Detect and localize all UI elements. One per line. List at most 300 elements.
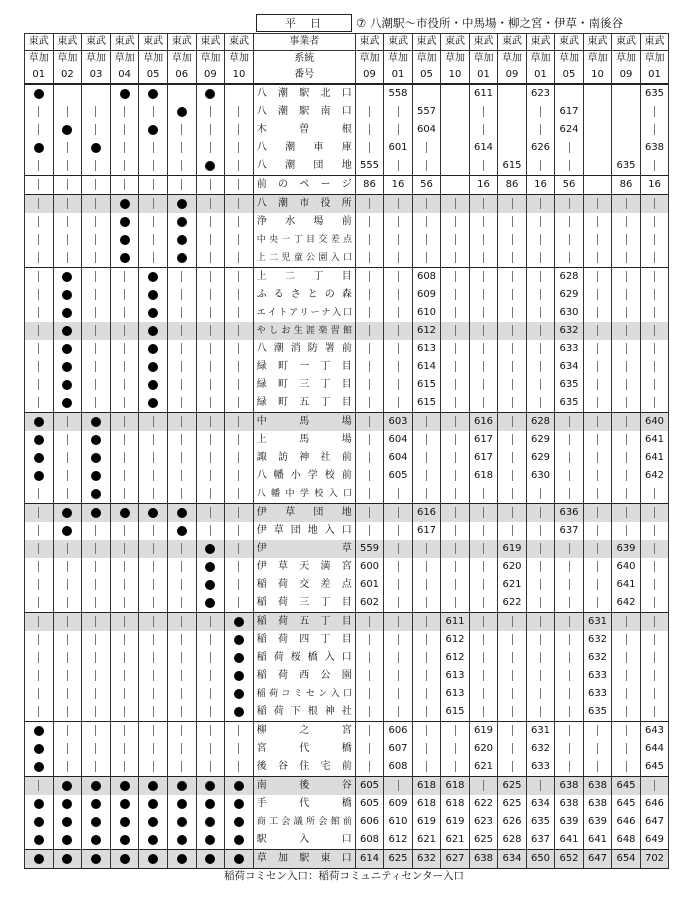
departure-time: 559 (355, 540, 384, 558)
line-icon (426, 252, 427, 263)
line-icon (483, 688, 484, 699)
pass-line-icon (355, 340, 384, 358)
line-icon (38, 160, 39, 171)
line-icon (153, 597, 154, 608)
departure-time: 605 (355, 777, 384, 796)
dot-icon (177, 217, 187, 227)
line-icon (455, 470, 456, 481)
pass-line-icon (225, 594, 254, 613)
pass-line-icon (82, 649, 111, 667)
pass-line-icon (25, 594, 54, 613)
stop-dot-icon (53, 504, 82, 523)
line-icon (512, 652, 513, 663)
line-icon (626, 307, 627, 318)
pass-line-icon (612, 431, 641, 449)
stop-name: 稲荷五丁目 (253, 613, 355, 632)
pass-line-icon (196, 394, 225, 413)
departure-time: 615 (498, 157, 527, 176)
pass-line-icon (583, 358, 612, 376)
line-icon (67, 198, 68, 209)
line-icon (626, 470, 627, 481)
line-icon (455, 289, 456, 300)
line-icon (67, 597, 68, 608)
pass-line-icon (196, 322, 225, 340)
line-icon (210, 670, 211, 681)
pass-line-icon (53, 667, 82, 685)
departure-time: 605 (355, 795, 384, 813)
pass-line-icon (82, 268, 111, 287)
line-icon (626, 616, 627, 627)
dot-icon (62, 308, 72, 318)
pass-line-icon (498, 286, 527, 304)
pass-line-icon (139, 249, 168, 268)
dot-icon (205, 89, 215, 99)
pass-line-icon (498, 685, 527, 703)
line-icon (512, 434, 513, 445)
line-icon (626, 725, 627, 736)
pass-line-icon (441, 304, 470, 322)
line-icon (483, 579, 484, 590)
line-icon (38, 652, 39, 663)
table-row (25, 576, 669, 594)
dot-icon (34, 762, 44, 772)
departure-time: 612 (441, 649, 470, 667)
column-operator: 東武 (441, 34, 470, 51)
stop-name: 稲荷交差点 (253, 576, 355, 594)
pass-line-icon (139, 558, 168, 576)
pass-line-icon (498, 722, 527, 741)
line-icon (181, 543, 182, 554)
line-icon (181, 343, 182, 354)
pass-line-icon (82, 558, 111, 576)
pass-line-icon (196, 431, 225, 449)
departure-time: 605 (384, 467, 413, 485)
pass-line-icon (498, 740, 527, 758)
column-route: 草加 (498, 51, 527, 68)
pass-line-icon (384, 304, 413, 322)
pass-line-icon (441, 358, 470, 376)
line-icon (597, 579, 598, 590)
pass-line-icon (469, 631, 498, 649)
line-icon (540, 252, 541, 263)
pass-line-icon (384, 322, 413, 340)
departure-time: 615 (412, 394, 441, 413)
pass-line-icon (469, 522, 498, 540)
line-icon (210, 307, 211, 318)
pass-line-icon (110, 286, 139, 304)
line-icon (124, 706, 125, 717)
dot-icon (234, 707, 244, 717)
line-icon (426, 198, 427, 209)
pass-line-icon (110, 157, 139, 176)
column-route: 草加 (384, 51, 413, 68)
departure-time: 611 (441, 613, 470, 632)
pass-line-icon (139, 467, 168, 485)
dot-icon (34, 817, 44, 827)
line-icon (67, 634, 68, 645)
stop-name: 緑町一丁目 (253, 358, 355, 376)
pass-line-icon (612, 340, 641, 358)
dot-icon (120, 835, 130, 845)
line-icon (654, 488, 655, 499)
stop-dot-icon (110, 850, 139, 869)
departure-time: 645 (612, 777, 641, 796)
line-icon (210, 124, 211, 135)
pass-line-icon (498, 195, 527, 214)
stop-name: 八幡小学校前 (253, 467, 355, 485)
line-icon (626, 452, 627, 463)
pass-line-icon (612, 358, 641, 376)
pass-line-icon (225, 195, 254, 214)
table-row (25, 831, 669, 850)
line-icon (153, 452, 154, 463)
line-icon (95, 597, 96, 608)
pass-line-icon (82, 304, 111, 322)
column-number: 05 (139, 67, 168, 84)
dot-icon (34, 453, 44, 463)
line-icon (95, 106, 96, 117)
pass-line-icon (196, 231, 225, 249)
stop-dot-icon (139, 831, 168, 850)
pass-line-icon (25, 322, 54, 340)
pass-line-icon (110, 594, 139, 613)
column-operator: 東武 (583, 34, 612, 51)
pass-line-icon (167, 558, 196, 576)
line-icon (67, 543, 68, 554)
pass-line-icon (526, 358, 555, 376)
line-icon (654, 634, 655, 645)
pass-line-icon (469, 504, 498, 523)
departure-time: 555 (355, 157, 384, 176)
pass-line-icon (196, 449, 225, 467)
line-icon (654, 561, 655, 572)
pass-line-icon (225, 322, 254, 340)
line-icon (512, 470, 513, 481)
stop-dot-icon (139, 850, 168, 869)
line-icon (181, 616, 182, 627)
departure-time: 608 (412, 268, 441, 287)
pass-line-icon (225, 376, 254, 394)
stop-dot-icon (25, 850, 54, 869)
line-icon (95, 743, 96, 754)
line-icon (238, 525, 239, 536)
pass-line-icon (82, 195, 111, 214)
line-icon (626, 652, 627, 663)
table-row (25, 376, 669, 394)
line-icon (654, 652, 655, 663)
pass-line-icon (225, 358, 254, 376)
pass-line-icon (25, 157, 54, 176)
line-icon (369, 688, 370, 699)
stop-dot-icon (167, 213, 196, 231)
pass-line-icon (53, 413, 82, 432)
line-icon (483, 397, 484, 408)
line-icon (483, 616, 484, 627)
line-icon (540, 289, 541, 300)
line-icon (181, 289, 182, 300)
line-icon (426, 543, 427, 554)
stop-dot-icon (53, 813, 82, 831)
pass-line-icon (583, 540, 612, 558)
departure-time: 640 (612, 558, 641, 576)
stop-dot-icon (225, 649, 254, 667)
dot-icon (62, 526, 72, 536)
line-icon (597, 725, 598, 736)
pass-line-icon (498, 485, 527, 504)
line-icon (153, 688, 154, 699)
column-number: 01 (25, 67, 54, 84)
stop-dot-icon (167, 504, 196, 523)
column-number: 01 (640, 67, 669, 84)
pass-line-icon (526, 685, 555, 703)
pass-line-icon (25, 540, 54, 558)
line-icon (426, 616, 427, 627)
pass-line-icon (196, 485, 225, 504)
line-icon (569, 452, 570, 463)
column-number: 05 (555, 67, 584, 84)
stop-dot-icon (110, 504, 139, 523)
line-icon (426, 597, 427, 608)
departure-time: 614 (469, 139, 498, 157)
line-icon (181, 761, 182, 772)
departure-time: 648 (612, 831, 641, 850)
departure-time: 642 (612, 594, 641, 613)
pass-line-icon (110, 176, 139, 195)
line-icon (369, 307, 370, 318)
line-icon (597, 470, 598, 481)
pass-line-icon (110, 613, 139, 632)
dot-icon (91, 471, 101, 481)
pass-line-icon (167, 176, 196, 195)
column-number: 06 (167, 67, 196, 84)
departure-time: 613 (441, 667, 470, 685)
pass-line-icon (53, 467, 82, 485)
line-icon (238, 397, 239, 408)
departure-time: 634 (526, 795, 555, 813)
line-icon (512, 252, 513, 263)
pass-line-icon (196, 758, 225, 777)
line-icon (181, 452, 182, 463)
line-icon (483, 652, 484, 663)
pass-line-icon (441, 231, 470, 249)
line-icon (369, 634, 370, 645)
line-icon (210, 361, 211, 372)
line-icon (398, 634, 399, 645)
pass-line-icon (25, 777, 54, 796)
line-icon (654, 307, 655, 318)
pass-line-icon (167, 576, 196, 594)
line-icon (181, 670, 182, 681)
pass-line-icon (355, 139, 384, 157)
pass-line-icon (110, 722, 139, 741)
dot-icon (205, 562, 215, 572)
column-operator: 東武 (196, 34, 225, 51)
pass-line-icon (469, 485, 498, 504)
pass-line-icon (82, 613, 111, 632)
pass-line-icon (82, 667, 111, 685)
table-row (25, 758, 669, 777)
pass-line-icon (526, 103, 555, 121)
line-icon (181, 307, 182, 318)
stop-dot-icon (82, 485, 111, 504)
departure-time: 612 (412, 322, 441, 340)
stop-dot-icon (167, 103, 196, 121)
pass-line-icon (110, 358, 139, 376)
line-icon (597, 525, 598, 536)
pass-line-icon (355, 413, 384, 432)
table-row (25, 431, 669, 449)
pass-line-icon (196, 249, 225, 268)
line-icon (67, 470, 68, 481)
line-icon (455, 234, 456, 245)
line-icon (483, 561, 484, 572)
line-icon (398, 343, 399, 354)
pass-line-icon (640, 358, 669, 376)
line-icon (369, 216, 370, 227)
dot-icon (177, 235, 187, 245)
line-icon (153, 216, 154, 227)
departure-time: 646 (612, 813, 641, 831)
pass-line-icon (167, 740, 196, 758)
departure-time (612, 121, 641, 139)
line-icon (597, 271, 598, 282)
pass-line-icon (225, 157, 254, 176)
pass-line-icon (139, 667, 168, 685)
line-icon (540, 525, 541, 536)
line-icon (597, 325, 598, 336)
pass-line-icon (640, 685, 669, 703)
line-icon (153, 434, 154, 445)
pass-line-icon (469, 576, 498, 594)
pass-line-icon (555, 449, 584, 467)
pass-line-icon (139, 231, 168, 249)
line-icon (95, 379, 96, 390)
line-icon (455, 379, 456, 390)
dot-icon (177, 854, 187, 864)
line-icon (597, 452, 598, 463)
pass-line-icon (469, 268, 498, 287)
line-icon (540, 307, 541, 318)
pass-line-icon (441, 340, 470, 358)
line-icon (38, 252, 39, 263)
departure-time: 608 (384, 758, 413, 777)
line-icon (95, 271, 96, 282)
pass-line-icon (225, 467, 254, 485)
pass-line-icon (25, 649, 54, 667)
line-icon (153, 670, 154, 681)
pass-line-icon (612, 649, 641, 667)
pass-line-icon (355, 631, 384, 649)
pass-line-icon (555, 576, 584, 594)
line-icon (654, 579, 655, 590)
line-icon (654, 216, 655, 227)
pass-line-icon (225, 231, 254, 249)
line-icon (153, 179, 154, 190)
line-icon (398, 579, 399, 590)
pass-line-icon (640, 576, 669, 594)
departure-time: 632 (583, 631, 612, 649)
pass-line-icon (25, 358, 54, 376)
stop-dot-icon (167, 195, 196, 214)
pass-line-icon (225, 740, 254, 758)
line-icon (654, 198, 655, 209)
pass-line-icon (498, 213, 527, 231)
line-icon (238, 507, 239, 518)
pass-line-icon (355, 740, 384, 758)
departure-time: 558 (384, 84, 413, 103)
departure-time: 624 (555, 121, 584, 139)
pass-line-icon (526, 667, 555, 685)
line-icon (210, 179, 211, 190)
line-icon (238, 307, 239, 318)
pass-line-icon (53, 613, 82, 632)
column-number: 10 (441, 67, 470, 84)
pass-line-icon (526, 485, 555, 504)
table-row (25, 157, 669, 176)
table-row (25, 176, 669, 195)
line-icon (626, 670, 627, 681)
line-icon (124, 670, 125, 681)
line-icon (210, 507, 211, 518)
line-icon (95, 525, 96, 536)
line-icon (38, 198, 39, 209)
dot-icon (34, 835, 44, 845)
dot-icon (62, 781, 72, 791)
pass-line-icon (526, 394, 555, 413)
line-icon (512, 343, 513, 354)
line-icon (597, 252, 598, 263)
dot-icon (62, 854, 72, 864)
departure-time: 619 (441, 813, 470, 831)
line-icon (369, 361, 370, 372)
departure-time: 557 (412, 103, 441, 121)
line-icon (398, 307, 399, 318)
pass-line-icon (110, 667, 139, 685)
pass-line-icon (526, 157, 555, 176)
pass-line-icon (384, 703, 413, 722)
departure-time: 611 (469, 84, 498, 103)
line-icon (181, 561, 182, 572)
pass-line-icon (640, 213, 669, 231)
stop-dot-icon (139, 777, 168, 796)
line-icon (238, 452, 239, 463)
line-icon (654, 252, 655, 263)
stop-name: 前のページ (253, 176, 355, 195)
pass-line-icon (110, 703, 139, 722)
table-row (25, 667, 669, 685)
pass-line-icon (412, 213, 441, 231)
line-icon (540, 597, 541, 608)
line-icon (426, 579, 427, 590)
pass-line-icon (441, 522, 470, 540)
departure-time: 636 (555, 504, 584, 523)
table-row (25, 449, 669, 467)
pass-line-icon (555, 558, 584, 576)
stop-name: 伊草団地入口 (253, 522, 355, 540)
line-icon (38, 525, 39, 536)
departure-time: 621 (412, 831, 441, 850)
pass-line-icon (583, 758, 612, 777)
pass-line-icon (196, 376, 225, 394)
departure-time: 647 (583, 850, 612, 869)
departure-time: 86 (355, 176, 384, 195)
line-icon (95, 761, 96, 772)
line-icon (181, 397, 182, 408)
stop-dot-icon (82, 431, 111, 449)
pass-line-icon (196, 504, 225, 523)
line-icon (238, 325, 239, 336)
pass-line-icon (498, 268, 527, 287)
